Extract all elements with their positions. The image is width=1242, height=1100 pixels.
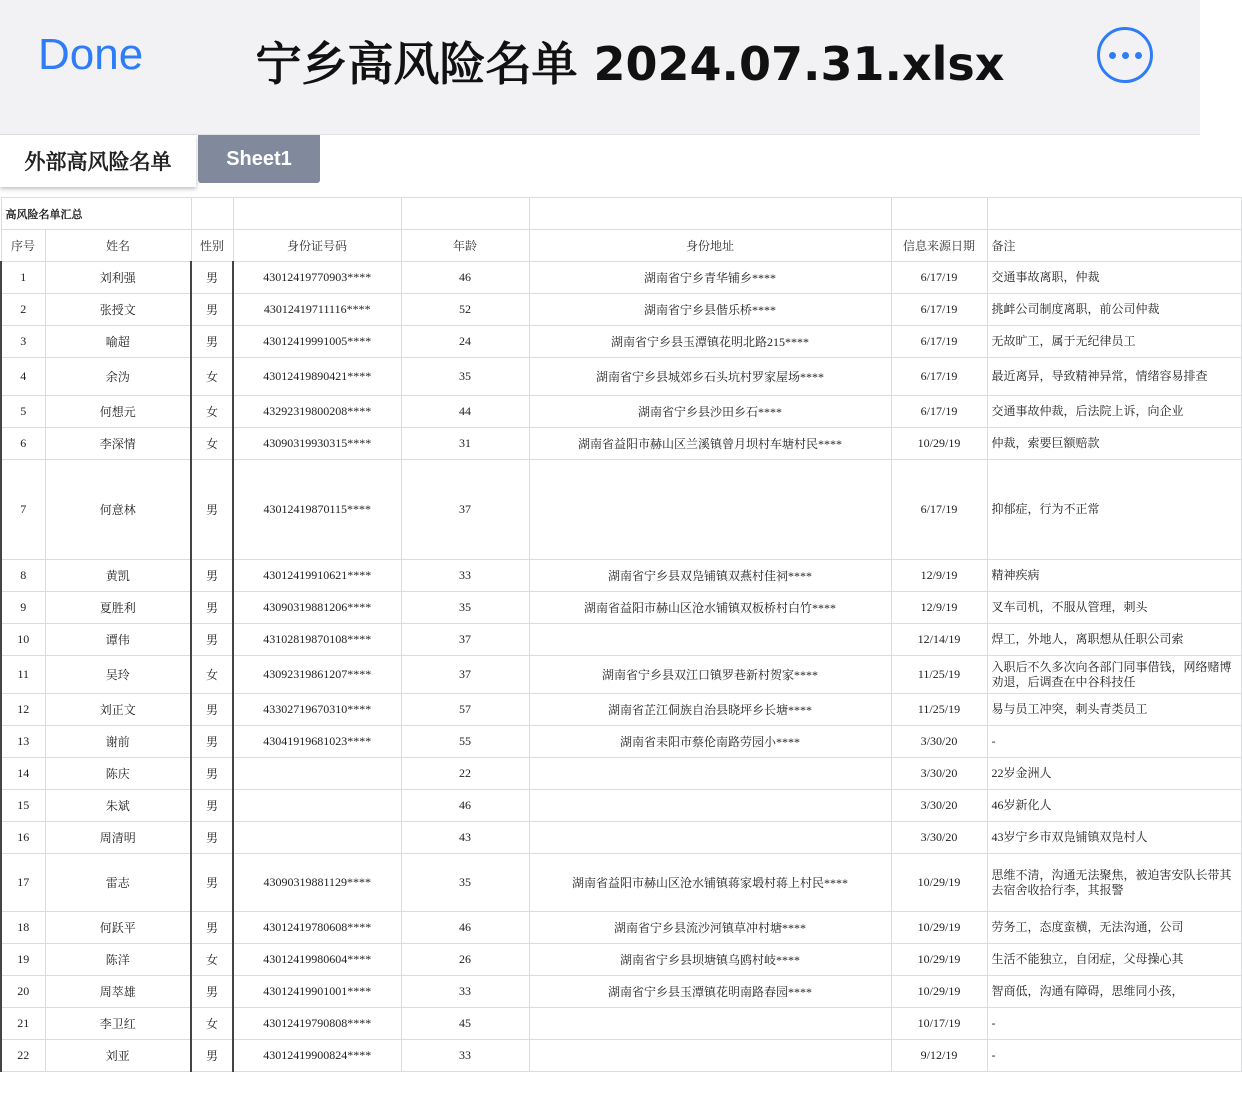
table-row — [1, 854, 1241, 912]
table-row — [1, 460, 1241, 560]
table-cell[interactable]: 43012419991005**** — [233, 326, 401, 358]
table-row — [1, 790, 1241, 822]
table-cell[interactable]: 15 — [1, 790, 45, 822]
table-cell[interactable]: 湖南省宁乡县坝塘镇乌鸥村岐**** — [529, 944, 891, 976]
table-cell[interactable]: 李卫红 — [45, 1008, 191, 1040]
table-cell[interactable]: 19 — [1, 944, 45, 976]
table-cell[interactable]: 37 — [401, 656, 529, 694]
empty-cell — [191, 198, 233, 230]
table-cell[interactable]: 何想元 — [45, 396, 191, 428]
table-cell[interactable]: 男 — [191, 560, 233, 592]
table-cell[interactable]: 43 — [401, 822, 529, 854]
table-cell[interactable]: 8 — [1, 560, 45, 592]
table-cell[interactable]: 女 — [191, 656, 233, 694]
table-cell[interactable]: 女 — [191, 358, 233, 396]
table-cell[interactable]: 1 — [1, 262, 45, 294]
table-cell[interactable]: 43012419890421**** — [233, 358, 401, 396]
table-cell[interactable]: - — [987, 1008, 1241, 1040]
table-cell[interactable]: 易与员工冲突，刺头青类员工 — [987, 694, 1241, 726]
column-header[interactable]: 年龄 — [401, 230, 529, 262]
table-cell[interactable]: 余沩 — [45, 358, 191, 396]
table-cell[interactable]: 陈洋 — [45, 944, 191, 976]
table-row — [1, 912, 1241, 944]
table-cell[interactable]: 10/29/19 — [891, 428, 987, 460]
table-cell[interactable]: 周清明 — [45, 822, 191, 854]
sheet-tab-external-high-risk[interactable]: 外部高风险名单 — [0, 135, 196, 187]
empty-cell — [401, 198, 529, 230]
column-header[interactable]: 身份证号码 — [233, 230, 401, 262]
table-cell[interactable]: 湖南省宁乡县偕乐桥**** — [529, 294, 891, 326]
table-cell[interactable]: 37 — [401, 624, 529, 656]
table-cell[interactable]: 10/29/19 — [891, 912, 987, 944]
table-cell[interactable]: 劳务工，态度蛮横，无法沟通，公司 — [987, 912, 1241, 944]
table-cell[interactable]: 周萃雄 — [45, 976, 191, 1008]
table-cell[interactable]: 挑衅公司制度离职，前公司仲裁 — [987, 294, 1241, 326]
table-cell[interactable]: 无故旷工，属于无纪律员工 — [987, 326, 1241, 358]
table-cell[interactable]: 43岁宁乡市双凫铺镇双凫村人 — [987, 822, 1241, 854]
table-cell[interactable]: 男 — [191, 790, 233, 822]
table-cell[interactable]: 女 — [191, 944, 233, 976]
column-header[interactable]: 信息来源日期 — [891, 230, 987, 262]
table-cell[interactable] — [233, 822, 401, 854]
spreadsheet-grid[interactable] — [0, 197, 1232, 1100]
table-cell[interactable]: 43012419980604**** — [233, 944, 401, 976]
table-row — [1, 1008, 1241, 1040]
table-cell[interactable]: 焊工，外地人，离职想从任职公司索 — [987, 624, 1241, 656]
table-cell[interactable]: 男 — [191, 912, 233, 944]
table-cell[interactable]: 何跃平 — [45, 912, 191, 944]
table-cell[interactable]: 生活不能独立，自闭症，父母操心其 — [987, 944, 1241, 976]
table-cell[interactable]: 湖南省益阳市赫山区沧水铺镇蒋家塅村蒋上村民**** — [529, 854, 891, 912]
table-row — [1, 262, 1241, 294]
table-cell[interactable]: 44 — [401, 396, 529, 428]
table-cell[interactable]: 46 — [401, 912, 529, 944]
table-cell[interactable]: 3 — [1, 326, 45, 358]
table-row — [1, 822, 1241, 854]
table-cell[interactable]: 男 — [191, 694, 233, 726]
table-cell[interactable]: 精神疾病 — [987, 560, 1241, 592]
sheet-tab-bar — [0, 135, 1200, 197]
table-cell[interactable]: 11/25/19 — [891, 656, 987, 694]
column-header[interactable]: 性别 — [191, 230, 233, 262]
table-cell[interactable]: 43292319800208**** — [233, 396, 401, 428]
table-cell[interactable]: 9 — [1, 592, 45, 624]
file-title: 宁乡高风险名单 2024.07.31.xlsx — [255, 37, 1005, 91]
table-cell[interactable]: 7 — [1, 460, 45, 560]
table-cell[interactable] — [529, 758, 891, 790]
table-cell[interactable]: 湖南省宁乡县城郊乡石头坑村罗家屋场**** — [529, 358, 891, 396]
table-cell[interactable]: 46 — [401, 262, 529, 294]
table-cell[interactable]: 6 — [1, 428, 45, 460]
table-cell[interactable]: 湖南省宁乡县玉潭镇花明北路215**** — [529, 326, 891, 358]
high-risk-table — [0, 197, 1242, 1072]
table-cell[interactable]: 喻超 — [45, 326, 191, 358]
table-cell[interactable]: 思维不清，沟通无法聚焦，被迫害安队长带其去宿舍收拾行李，其报警 — [987, 854, 1241, 912]
table-cell[interactable]: 33 — [401, 976, 529, 1008]
table-cell[interactable]: 湖南省耒阳市蔡伦南路劳园小**** — [529, 726, 891, 758]
table-cell[interactable]: 男 — [191, 262, 233, 294]
table-cell[interactable]: 12/14/19 — [891, 624, 987, 656]
table-cell[interactable]: 33 — [401, 1040, 529, 1072]
empty-cell — [233, 198, 401, 230]
table-cell[interactable]: 夏胜利 — [45, 592, 191, 624]
table-cell[interactable]: 女 — [191, 396, 233, 428]
empty-cell — [987, 198, 1241, 230]
table-cell[interactable]: 6/17/19 — [891, 326, 987, 358]
table-cell[interactable]: 46 — [401, 790, 529, 822]
table-cell[interactable]: 43302719670310**** — [233, 694, 401, 726]
table-cell[interactable]: 26 — [401, 944, 529, 976]
table-cell[interactable]: 交通事故仲裁，后法院上诉，向企业 — [987, 396, 1241, 428]
table-cell[interactable]: 12/9/19 — [891, 560, 987, 592]
table-cell[interactable]: 22 — [1, 1040, 45, 1072]
table-cell[interactable]: 37 — [401, 460, 529, 560]
table-cell[interactable]: 31 — [401, 428, 529, 460]
table-cell[interactable]: - — [987, 726, 1241, 758]
table-cell[interactable]: 男 — [191, 976, 233, 1008]
table-cell[interactable]: 17 — [1, 854, 45, 912]
table-cell[interactable]: 女 — [191, 428, 233, 460]
table-cell[interactable]: 湖南省芷江侗族自治县晓坪乡长塘**** — [529, 694, 891, 726]
table-row — [1, 294, 1241, 326]
table-row — [1, 726, 1241, 758]
table-cell[interactable]: 22 — [401, 758, 529, 790]
table-cell[interactable]: 仲裁，索要巨额赔款 — [987, 428, 1241, 460]
table-cell[interactable]: 抑郁症，行为不正常 — [987, 460, 1241, 560]
table-cell[interactable] — [529, 822, 891, 854]
table-cell[interactable]: 最近离异，导致精神异常，情绪容易排查 — [987, 358, 1241, 396]
table-caption-row — [1, 198, 1241, 230]
table-row — [1, 694, 1241, 726]
table-cell[interactable]: 6/17/19 — [891, 396, 987, 428]
table-cell[interactable]: 43102819870108**** — [233, 624, 401, 656]
table-cell[interactable]: 43090319930315**** — [233, 428, 401, 460]
table-cell[interactable]: 2 — [1, 294, 45, 326]
table-cell[interactable]: 43012419790808**** — [233, 1008, 401, 1040]
table-cell[interactable]: 刘利强 — [45, 262, 191, 294]
table-cell[interactable] — [529, 624, 891, 656]
table-cell[interactable]: 14 — [1, 758, 45, 790]
table-cell[interactable]: - — [987, 1040, 1241, 1072]
ellipsis-circle-icon[interactable] — [1097, 27, 1153, 83]
table-cell[interactable]: 入职后不久多次向各部门同事借钱，网络赌博劝退，后调查在中谷科技任 — [987, 656, 1241, 694]
table-cell[interactable]: 男 — [191, 460, 233, 560]
table-cell[interactable]: 35 — [401, 592, 529, 624]
table-cell[interactable]: 46岁新化人 — [987, 790, 1241, 822]
table-cell[interactable] — [529, 790, 891, 822]
table-row — [1, 656, 1241, 694]
table-cell[interactable]: 10/17/19 — [891, 1008, 987, 1040]
table-cell[interactable]: 45 — [401, 1008, 529, 1040]
table-cell[interactable]: 谭伟 — [45, 624, 191, 656]
table-cell[interactable]: 5 — [1, 396, 45, 428]
table-cell[interactable]: 9/12/19 — [891, 1040, 987, 1072]
table-cell[interactable]: 10/29/19 — [891, 944, 987, 976]
table-row — [1, 396, 1241, 428]
empty-cell — [891, 198, 987, 230]
table-cell[interactable]: 交通事故离职，仲裁 — [987, 262, 1241, 294]
table-cell[interactable]: 10 — [1, 624, 45, 656]
table-cell[interactable]: 43012419870115**** — [233, 460, 401, 560]
table-cell[interactable] — [233, 758, 401, 790]
table-cell[interactable]: 谢前 — [45, 726, 191, 758]
table-cell[interactable]: 男 — [191, 624, 233, 656]
table-cell[interactable]: 55 — [401, 726, 529, 758]
table-cell[interactable]: 湖南省宁乡县沙田乡石**** — [529, 396, 891, 428]
table-cell[interactable]: 43041919681023**** — [233, 726, 401, 758]
table-cell[interactable]: 吴玲 — [45, 656, 191, 694]
table-cell[interactable]: 何意林 — [45, 460, 191, 560]
table-cell[interactable]: 湖南省宁乡县双凫铺镇双燕村佳祠**** — [529, 560, 891, 592]
table-cell[interactable] — [529, 460, 891, 560]
table-row — [1, 326, 1241, 358]
table-cell[interactable]: 12 — [1, 694, 45, 726]
table-row — [1, 560, 1241, 592]
table-cell[interactable]: 43092319861207**** — [233, 656, 401, 694]
table-cell[interactable]: 男 — [191, 294, 233, 326]
table-row — [1, 358, 1241, 396]
table-cell[interactable]: 6/17/19 — [891, 460, 987, 560]
table-cell[interactable]: 16 — [1, 822, 45, 854]
table-cell[interactable]: 3/30/20 — [891, 726, 987, 758]
table-cell[interactable]: 21 — [1, 1008, 45, 1040]
table-cell[interactable]: 43090319881206**** — [233, 592, 401, 624]
table-cell[interactable]: 12/9/19 — [891, 592, 987, 624]
table-cell[interactable]: 11/25/19 — [891, 694, 987, 726]
column-header[interactable]: 备注 — [987, 230, 1241, 262]
table-cell[interactable]: 43012419910621**** — [233, 560, 401, 592]
table-cell[interactable]: 43012419770903**** — [233, 262, 401, 294]
table-cell[interactable]: 刘亚 — [45, 1040, 191, 1072]
table-cell[interactable]: 13 — [1, 726, 45, 758]
table-cell[interactable]: 6/17/19 — [891, 262, 987, 294]
table-cell[interactable]: 男 — [191, 726, 233, 758]
table-cell[interactable]: 朱斌 — [45, 790, 191, 822]
table-cell[interactable]: 刘正文 — [45, 694, 191, 726]
column-header[interactable]: 身份地址 — [529, 230, 891, 262]
done-button[interactable]: Done — [38, 30, 144, 79]
table-cell[interactable]: 4 — [1, 358, 45, 396]
table-cell[interactable]: 湖南省益阳市赫山区沧水铺镇双板桥村白竹**** — [529, 592, 891, 624]
table-cell[interactable]: 男 — [191, 822, 233, 854]
table-cell[interactable]: 33 — [401, 560, 529, 592]
column-header[interactable]: 序号 — [1, 230, 45, 262]
table-cell[interactable]: 35 — [401, 358, 529, 396]
table-cell[interactable]: 黄凯 — [45, 560, 191, 592]
table-cell[interactable]: 张授文 — [45, 294, 191, 326]
table-cell[interactable]: 43012419901001**** — [233, 976, 401, 1008]
table-cell[interactable]: 李深情 — [45, 428, 191, 460]
table-row — [1, 624, 1241, 656]
table-cell[interactable]: 18 — [1, 912, 45, 944]
table-cell[interactable]: 20 — [1, 976, 45, 1008]
table-cell[interactable]: 女 — [191, 1008, 233, 1040]
table-cell[interactable]: 3/30/20 — [891, 822, 987, 854]
table-cell[interactable]: 43012419711116**** — [233, 294, 401, 326]
table-cell[interactable]: 52 — [401, 294, 529, 326]
table-cell[interactable]: 叉车司机，不服从管理，刺头 — [987, 592, 1241, 624]
table-cell[interactable]: 10/29/19 — [891, 854, 987, 912]
navigation-bar — [0, 0, 1200, 135]
table-cell[interactable]: 11 — [1, 656, 45, 694]
table-caption: 高风险名单汇总 — [1, 198, 191, 230]
table-cell[interactable]: 雷志 — [45, 854, 191, 912]
table-row — [1, 758, 1241, 790]
table-cell[interactable]: 6/17/19 — [891, 294, 987, 326]
table-cell[interactable]: 男 — [191, 854, 233, 912]
column-header[interactable]: 姓名 — [45, 230, 191, 262]
table-row — [1, 944, 1241, 976]
table-row — [1, 428, 1241, 460]
table-header-row — [1, 230, 1241, 262]
table-cell[interactable]: 男 — [191, 758, 233, 790]
table-row — [1, 976, 1241, 1008]
table-cell[interactable]: 43012419900824**** — [233, 1040, 401, 1072]
table-cell[interactable]: 湖南省益阳市赫山区兰溪镇曾月坝村车塘村民**** — [529, 428, 891, 460]
table-cell[interactable] — [529, 1008, 891, 1040]
table-cell[interactable]: 24 — [401, 326, 529, 358]
table-cell[interactable]: 43012419780608**** — [233, 912, 401, 944]
table-row — [1, 1040, 1241, 1072]
table-cell[interactable]: 男 — [191, 326, 233, 358]
table-cell[interactable]: 43090319881129**** — [233, 854, 401, 912]
table-cell[interactable]: 智商低，沟通有障碍，思维同小孩， — [987, 976, 1241, 1008]
table-cell[interactable]: 22岁金洲人 — [987, 758, 1241, 790]
table-cell[interactable]: 陈庆 — [45, 758, 191, 790]
table-cell[interactable]: 3/30/20 — [891, 758, 987, 790]
table-cell[interactable]: 35 — [401, 854, 529, 912]
table-cell[interactable]: 男 — [191, 592, 233, 624]
table-cell[interactable] — [529, 1040, 891, 1072]
table-row — [1, 592, 1241, 624]
table-cell[interactable]: 6/17/19 — [891, 358, 987, 396]
table-cell[interactable]: 湖南省宁乡县玉潭镇花明南路春园**** — [529, 976, 891, 1008]
empty-cell — [529, 198, 891, 230]
table-cell[interactable]: 57 — [401, 694, 529, 726]
table-cell[interactable]: 10/29/19 — [891, 976, 987, 1008]
table-cell[interactable]: 湖南省宁乡县流沙河镇草冲村塘**** — [529, 912, 891, 944]
sheet-tab-sheet1[interactable]: Sheet1 — [198, 135, 320, 183]
table-cell[interactable]: 湖南省宁乡县双江口镇罗巷新村贺家**** — [529, 656, 891, 694]
table-cell[interactable]: 湖南省宁乡青华铺乡**** — [529, 262, 891, 294]
table-cell[interactable] — [233, 790, 401, 822]
table-cell[interactable]: 3/30/20 — [891, 790, 987, 822]
table-cell[interactable]: 男 — [191, 1040, 233, 1072]
